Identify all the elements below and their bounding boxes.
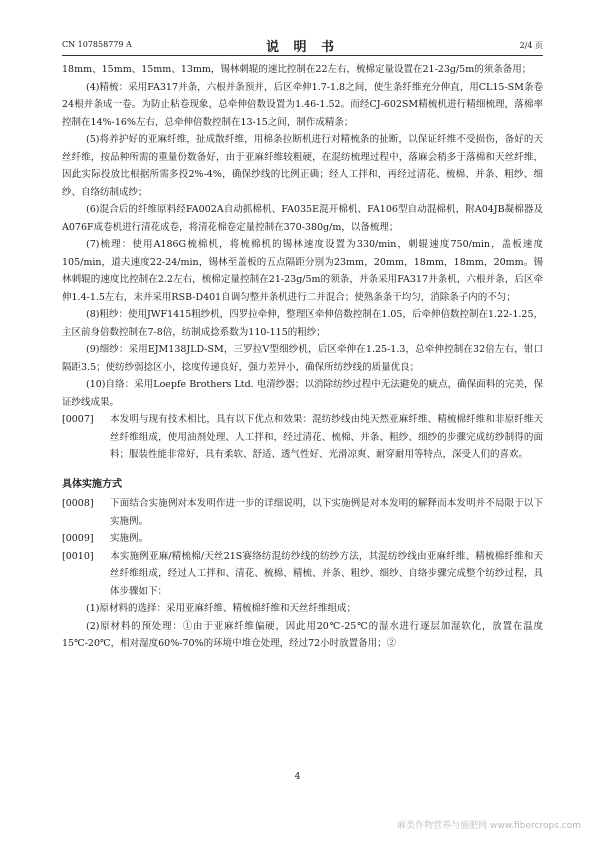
paragraph-continued: 18mm、15mm、15mm、13mm，锡林刺辊的速比控制在22左右，梳棉定量设置在21-23g/5m的须条备用；: [62, 64, 532, 75]
step-1-materials: (1)原材料的选择：采用亚麻纤维、精梳棉纤维和天丝纤维组成；: [86, 603, 356, 614]
paragraph-number: [0007]: [62, 414, 94, 425]
paragraph-text: 本实施例亚麻/精梳棉/天丝21S赛络纺混纺纱线的纺纱方法，其混纺纱线由亚麻纤维、精梳棉纤维和天丝纤维组成，经过人工拌和、清花、梳棉、精梳、并条、粗纱、细纱、自络步骤完成整个纺纱过程，具体步骤如下：: [110, 550, 543, 597]
document-body: [62, 61, 543, 653]
paragraph-text: 下面结合实施例对本发明作进一步的详细说明，以下实施例是对本发明的解释而本发明并不局限于以下实施例。: [110, 498, 543, 527]
patent-number: CN 107858779 A: [62, 40, 132, 49]
step-8-roving: (8)粗纱：使用JWF1415粗纱机，四罗拉牵伸，整理区牵伸倍数控制在1.05，后牵伸倍数控制在1.22-1.25，主区前身倍数控制在7-8倍，纺制成捻系数为110-115的粗纱；: [62, 309, 543, 338]
page-info: 2/4 页: [519, 41, 543, 50]
step-5-fiber-prep: (5)将养护好的亚麻纤维，扯成散纤维，用棉条拉断机进行对精梳条的扯断，以保证纤维不受损伤，备好的天丝纤维，按品种所需的重量份数备好，由于亚麻纤维较粗硬，在混纺梳理过程中，落麻会稍多于落棉和天丝纤维，因此实际投放比根据所需多投2%-4%，确保纱线的比例正确；经人工拌和，再经过清花、梳棉、并条、粗纱、细纱、自络纺制成纱；: [62, 134, 543, 198]
paragraph-number: [0009]: [62, 533, 94, 544]
document-title: 说 明 书: [265, 40, 340, 55]
paragraph-number: [0010]: [62, 550, 94, 562]
paragraph-text: 本发明与现有技术相比，具有以下优点和效果：混纺纱线由纯天然亚麻纤维、精梳棉纤维和非原纤维天丝纤维组成，使用油剂处理、人工拌和，经过清花、梳棉、并条、粗纱、细纱的步骤完成纺纱制得的面料；服装性能非常好，具有柔软、舒适、透气性好、光滑凉爽、耐穿耐用等特点，深受人们的喜欢。: [110, 414, 543, 460]
step-2-pretreatment: (2)原材料的预处理：①由于亚麻纤维偏硬，因此用20℃-25℃的湿水进行逐层加湿软化，放置在温度15℃-20℃，相对湿度60%-70%的环境中堆仓处理，经过72小时放置备用；②: [62, 620, 543, 649]
step-7-carding: (7)梳理：使用A186G梳棉机，将梳棉机的锡林速度设置为330/min，刺辊速度750/min，盖板速度105/min，道夫速度22-24/min，锡林至盖板的五点隔距分别为23mm，20mm，18mm，18mm，20mm。锡林刺辊的速度比控制在2.2左右，梳棉定量控制在21-23g/5m的须条，并条采用FA317并条机，六根并条，后区牵伸1.4-1.5左右，末并采用RSB-D401自调匀整并条机进行二并混合；使熟条条干均匀，消除条子内的不匀；: [62, 239, 543, 303]
paragraph-0007: [62, 411, 543, 464]
step-6-blowing: (6)混合后的纤维原料经FA002A自动抓棉机、FA035E混开棉机、FA106型自动混棉机，附A04JB凝棉器及A076F成卷机进行清花成卷，将清花棉卷定量控制在370-380g/m，以备梳理；: [62, 204, 543, 233]
header-divider: [62, 55, 543, 56]
section-heading: 具体实施方式: [62, 478, 122, 490]
paragraph-0010: [62, 548, 543, 601]
step-9-spinning: (9)细纱：采用EJM138JLD-SM，三罗拉V型细纱机，后区牵伸在1.25-1.3，总牵伸控制在32倍左右，钳口隔距3.5；使纺纱弱捻区小，捻度传递良好，强力差异小，确保所纺纱线的质量优良；: [62, 344, 543, 373]
paragraph-0008: [62, 495, 543, 530]
page-header: [62, 36, 543, 56]
site-watermark: 麻类作物营养与施肥网 www.fibercrops.com: [397, 821, 581, 831]
step-10-winding: (10)自络：采用Loepfe Brothers Ltd. 电清纱器；以消除纺纱过程中无法避免的疵点，确保面料的完美，保证纱线成果。: [62, 379, 543, 408]
paragraph-text: 实施例。: [110, 533, 149, 544]
paragraph-0009: [62, 530, 543, 548]
paragraph-number: [0008]: [62, 498, 94, 509]
page-number: 4: [294, 772, 301, 782]
step-4-combing: (4)精梳：采用FA317并条，六根并条预并，后区牵伸1.7-1.8之间，使生条纤维充分伸直，用CL15-SM条卷24根并条成一卷。为防止粘卷现象，总牵伸倍数设置为1.46-1.52。而经CJ-602SM精梳机进行精细梳理，落棉率控制在14%-16%左右，总牵伸倍数控制在13-15之间，制作成精条；: [62, 81, 543, 128]
